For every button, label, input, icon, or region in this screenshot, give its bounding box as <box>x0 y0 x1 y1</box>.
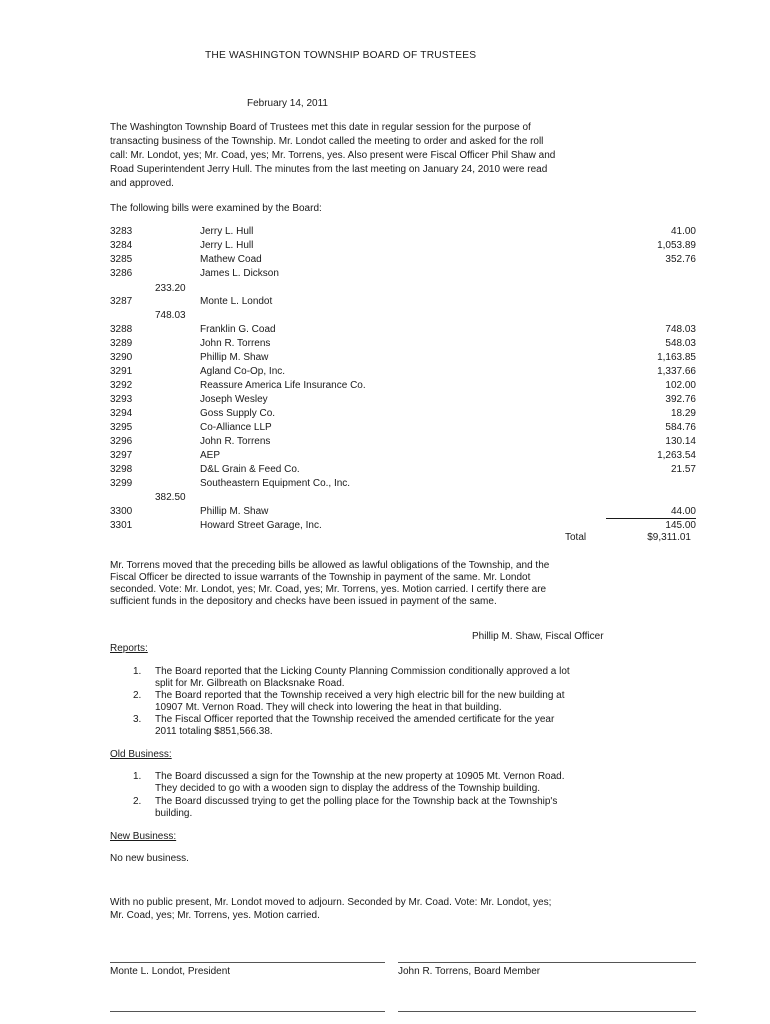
adjourn-line: With no public present, Mr. Londot moved to adjourn. Seconded by Mr. Coad. Vote: Mr. Londot, yes; <box>110 897 552 908</box>
bill-number: 3292 <box>110 380 133 391</box>
new-business-heading: New Business: <box>110 831 177 842</box>
bill-payee: Agland Co-Op, Inc. <box>200 366 286 377</box>
report-item-number: 2. <box>133 690 142 701</box>
bill-amount: 21.57 <box>670 464 696 475</box>
bill-payee: Southeastern Equipment Co., Inc. <box>200 478 351 489</box>
total-rule <box>606 518 696 519</box>
motion-line: Mr. Torrens moved that the preceding bills be allowed as lawful obligations of the Township, and the <box>110 560 550 571</box>
document-title: THE WASHINGTON TOWNSHIP BOARD OF TRUSTEES <box>205 50 477 61</box>
report-item-number: 1. <box>133 666 142 677</box>
intro-line: transacting business of the Township. Mr. Londot called the meeting to order and asked for the roll <box>110 136 544 147</box>
bill-amount: 130.14 <box>665 436 696 447</box>
report-item-line: 2011 totaling $851,566.38. <box>155 726 273 737</box>
bill-amount: 233.20 <box>155 283 186 294</box>
bill-amount: 748.03 <box>155 310 186 321</box>
bill-amount: 1,337.66 <box>657 366 696 377</box>
adjourn-paragraph <box>110 896 700 922</box>
bill-payee: Mathew Coad <box>200 254 262 265</box>
bill-payee: Howard Street Garage, Inc. <box>200 520 322 531</box>
old-business-item-number: 1. <box>133 771 142 782</box>
signature-line-left-2 <box>110 1011 385 1012</box>
bill-number: 3296 <box>110 436 133 447</box>
bill-number: 3300 <box>110 506 133 517</box>
bill-amount: 1,263.54 <box>657 450 696 461</box>
bill-payee: Phillip M. Shaw <box>200 352 269 363</box>
intro-line: call: Mr. Londot, yes; Mr. Coad, yes; Mr. Torrens, yes. Also present were Fiscal Officer Phil Shaw and <box>110 150 556 161</box>
bill-number: 3290 <box>110 352 133 363</box>
old-business-item-line: building. <box>155 808 193 819</box>
total-value: $9,311.01 <box>647 532 691 543</box>
bill-number: 3301 <box>110 520 133 531</box>
bill-payee: AEP <box>200 450 221 461</box>
new-business-text: No new business. <box>110 853 189 864</box>
bill-number: 3286 <box>110 268 133 279</box>
signature-line-right <box>398 962 696 963</box>
motion-line: sufficient funds in the depository and checks have been issued in payment of the same. <box>110 596 497 607</box>
bill-payee: Joseph Wesley <box>200 394 268 405</box>
bills-heading: The following bills were examined by the Board: <box>110 203 322 214</box>
bill-number: 3283 <box>110 226 133 237</box>
bill-number: 3298 <box>110 464 133 475</box>
intro-line: Road Superintendent Jerry Hull. The minutes from the last meeting on January 24, 2010 were read <box>110 164 548 175</box>
bill-payee: Monte L. Londot <box>200 296 273 307</box>
bill-amount: 392.76 <box>665 394 696 405</box>
report-item-line: The Board reported that the Township received a very high electric bill for the new building at <box>155 690 565 701</box>
bill-number: 3287 <box>110 296 133 307</box>
bill-amount: 1,163.85 <box>657 352 696 363</box>
bill-number: 3285 <box>110 254 133 265</box>
bill-payee: John R. Torrens <box>200 338 271 349</box>
report-item-line: The Fiscal Officer reported that the Township received the amended certificate for the year <box>155 714 555 725</box>
motion-paragraph <box>110 559 700 607</box>
bill-amount: 44.00 <box>670 506 696 517</box>
bill-amount: 1,053.89 <box>657 240 696 251</box>
total-label: Total <box>565 532 587 543</box>
fiscal-officer-signature: Phillip M. Shaw, Fiscal Officer <box>472 631 604 642</box>
signature-line-right-2 <box>398 1011 696 1012</box>
bill-payee: D&L Grain & Feed Co. <box>200 464 300 475</box>
motion-line: Fiscal Officer be directed to issue warrants of the Township in payment of the same. Mr. Londot <box>110 572 531 583</box>
bill-payee: Reassure America Life Insurance Co. <box>200 380 366 391</box>
bill-payee: Phillip M. Shaw <box>200 506 269 517</box>
bill-number: 3294 <box>110 408 133 419</box>
bill-amount: 145.00 <box>665 520 696 531</box>
report-item-line: split for Mr. Gilbreath on Blacksnake Road. <box>155 678 345 689</box>
report-item-line: 10907 Mt. Vernon Road. They will check into lowering the heat in that building. <box>155 702 502 713</box>
motion-line: seconded. Vote: Mr. Londot, yes; Mr. Coad, yes; Mr. Torrens, yes. Motion carried. I certify there are <box>110 584 547 595</box>
bill-amount: 102.00 <box>665 380 696 391</box>
intro-line: The Washington Township Board of Trustees met this date in regular session for the purpose of <box>110 122 531 133</box>
bill-payee: Goss Supply Co. <box>200 408 276 419</box>
old-business-item-number: 2. <box>133 796 142 807</box>
report-item-number: 3. <box>133 714 142 725</box>
reports-heading: Reports: <box>110 643 148 654</box>
bill-amount: 382.50 <box>155 492 186 503</box>
bill-payee: Co-Alliance LLP <box>200 422 272 433</box>
bill-number: 3295 <box>110 422 133 433</box>
bill-amount: 41.00 <box>670 226 696 237</box>
bill-number: 3299 <box>110 478 133 489</box>
bill-payee: Jerry L. Hull <box>200 240 254 251</box>
old-business-item-line: The Board discussed a sign for the Township at the new property at 10905 Mt. Vernon Road. <box>155 771 565 782</box>
bill-payee: Jerry L. Hull <box>200 226 254 237</box>
report-item-line: The Board reported that the Licking County Planning Commission conditionally approved a lot <box>155 666 570 677</box>
bill-number: 3289 <box>110 338 133 349</box>
bill-number: 3297 <box>110 450 133 461</box>
adjourn-line: Mr. Coad, yes; Mr. Torrens, yes. Motion carried. <box>110 910 320 921</box>
bill-amount: 352.76 <box>665 254 696 265</box>
intro-line: and approved. <box>110 178 174 189</box>
old-business-item-line: They decided to go with a wooden sign to display the address of the Township building. <box>155 783 541 794</box>
old-business-item-line: The Board discussed trying to get the polling place for the Township back at the Township's <box>155 796 558 807</box>
bill-number: 3284 <box>110 240 133 251</box>
bill-amount: 548.03 <box>665 338 696 349</box>
old-business-heading: Old Business: <box>110 749 172 760</box>
signature-right-label: John R. Torrens, Board Member <box>398 966 541 977</box>
bill-number: 3291 <box>110 366 133 377</box>
meeting-date: February 14, 2011 <box>247 98 328 109</box>
intro-paragraph <box>110 121 700 191</box>
bill-amount: 584.76 <box>665 422 696 433</box>
signature-line-left <box>110 962 385 963</box>
bill-payee: Franklin G. Coad <box>200 324 276 335</box>
bill-payee: John R. Torrens <box>200 436 271 447</box>
bill-amount: 18.29 <box>670 408 696 419</box>
bill-amount: 748.03 <box>665 324 696 335</box>
signature-left-label: Monte L. Londot, President <box>110 966 231 977</box>
bill-number: 3293 <box>110 394 133 405</box>
bill-number: 3288 <box>110 324 133 335</box>
bill-payee: James L. Dickson <box>200 268 279 279</box>
